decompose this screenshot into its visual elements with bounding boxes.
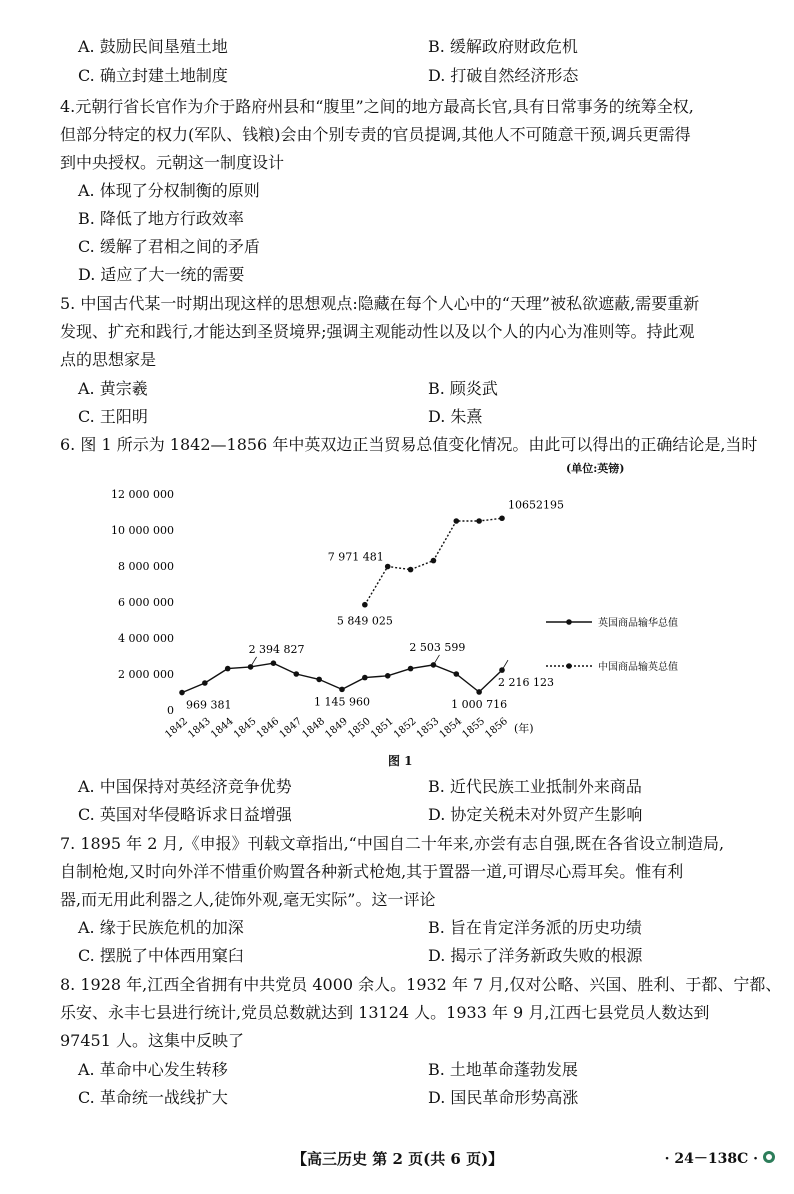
x-tick-label: 1846 xyxy=(254,715,282,741)
q8-stem-line-2: 乐安、永丰七县进行统计,党员总数就达到 13124 人。1933 年 9 月,江西七县党员人数达到 xyxy=(60,1003,710,1022)
x-tick-label: 1852 xyxy=(391,715,419,741)
china-data-point xyxy=(453,518,459,524)
y-tick-label: 12 000 000 xyxy=(111,488,174,501)
legend-uk-label: 英国商品输华总值 xyxy=(598,618,678,629)
x-tick-label: 1853 xyxy=(414,715,442,741)
footer-page-info: 【高三历史 第 2 页(共 6 页)】 xyxy=(292,1150,504,1168)
uk-data-point xyxy=(476,689,482,695)
uk-data-point xyxy=(499,667,505,673)
data-label: 10652195 xyxy=(508,498,564,512)
q7-option-c: C. 摆脱了中体西用窠臼 xyxy=(78,946,244,965)
data-label: 2 216 123 xyxy=(498,676,554,690)
q3-option-c: C. 确立封建土地制度 xyxy=(78,66,228,85)
q8-option-a: A. 革命中心发生转移 xyxy=(78,1060,228,1079)
uk-data-point xyxy=(316,677,322,683)
q8-stem-line-1: 8. 1928 年,江西全省拥有中共党员 4000 余人。1932 年 7 月,仅对公略、兴国、胜利、于都、宁都、 xyxy=(60,975,782,994)
x-tick-label: 1847 xyxy=(277,715,305,741)
y-tick-label: 4 000 000 xyxy=(118,632,174,645)
data-label: 1 145 960 xyxy=(314,695,370,709)
q4-option-b: B. 降低了地方行政效率 xyxy=(78,209,244,228)
legend-uk-marker xyxy=(566,619,572,625)
q4-option-a: A. 体现了分权制衡的原则 xyxy=(78,181,260,200)
x-unit-label: (年) xyxy=(514,722,534,735)
q5-stem-line-1: 5. 中国古代某一时期出现这样的思想观点:隐藏在每个人心中的“天理”被私欲遮蔽,需要重新 xyxy=(60,294,700,313)
y-tick-label: 6 000 000 xyxy=(118,596,174,609)
x-tick-label: 1856 xyxy=(483,715,510,741)
q3-option-a: A. 鼓励民间垦殖土地 xyxy=(78,37,228,56)
data-label: 969 381 xyxy=(186,698,232,712)
china-data-point xyxy=(476,518,482,524)
china-data-point xyxy=(385,564,391,570)
figure-label: 图 1 xyxy=(388,754,413,768)
x-tick-label: 1849 xyxy=(323,715,350,741)
uk-data-point xyxy=(225,666,231,672)
q8-stem-line-3: 97451 人。这集中反映了 xyxy=(60,1031,244,1050)
q6-stem-line-1: 6. 图 1 所示为 1842—1856 年中英双边正当贸易总值变化情况。由此可以得出的正确结论是,当时 xyxy=(60,435,758,454)
q6-option-d: D. 协定关税未对外贸产生影响 xyxy=(428,805,643,824)
x-tick-label: 1855 xyxy=(460,715,488,741)
footer-exam-code: · 24－138C · xyxy=(664,1151,758,1167)
q7-stem-line-3: 器,而无用此利器之人,徒饰外观,毫无实际”。这一评论 xyxy=(60,890,436,909)
data-label: 2 503 599 xyxy=(409,640,466,654)
uk-data-point xyxy=(453,671,459,677)
y-tick-label: 0 xyxy=(167,704,174,717)
uk-data-point xyxy=(385,673,391,679)
x-tick-label: 1845 xyxy=(231,715,259,741)
q3-option-b: B. 缓解政府财政危机 xyxy=(428,37,578,56)
label-leader-line xyxy=(433,655,439,665)
q5-option-d: D. 朱熹 xyxy=(428,407,483,426)
q8-option-b: B. 土地革命蓬勃发展 xyxy=(428,1060,578,1079)
chart-unit-label: (单位:英镑) xyxy=(566,462,625,475)
x-tick-label: 1843 xyxy=(186,715,213,741)
q5-option-c: C. 王阳明 xyxy=(78,407,148,426)
q6-option-a: A. 中国保持对英经济竞争优势 xyxy=(78,777,292,796)
x-tick-label: 1851 xyxy=(369,715,396,741)
x-tick-label: 1848 xyxy=(300,715,328,741)
trade-chart xyxy=(100,470,720,770)
china-data-point xyxy=(431,558,437,564)
y-tick-label: 2 000 000 xyxy=(118,668,174,681)
q5-option-b: B. 顾炎武 xyxy=(428,379,498,398)
uk-data-point xyxy=(179,690,185,696)
x-tick-label: 1850 xyxy=(346,715,373,741)
uk-data-point xyxy=(408,666,414,672)
china-data-point xyxy=(362,602,368,608)
q7-option-b: B. 旨在肯定洋务派的历史功绩 xyxy=(428,918,642,937)
q4-stem-line-2: 但部分特定的权力(军队、钱粮)会由个别专责的官员提调,其他人不可随意干预,调兵更需得 xyxy=(60,125,691,144)
q4-stem-line-3: 到中央授权。元朝这一制度设计 xyxy=(60,153,285,172)
data-label: 2 394 827 xyxy=(248,642,305,656)
china-data-point xyxy=(408,567,414,573)
q3-option-d: D. 打破自然经济形态 xyxy=(428,66,579,85)
label-leader-line xyxy=(502,660,508,670)
q6-option-b: B. 近代民族工业抵制外来商品 xyxy=(428,777,642,796)
uk-data-point xyxy=(339,687,345,693)
y-tick-label: 10 000 000 xyxy=(111,524,174,537)
q4-option-c: C. 缓解了君相之间的矛盾 xyxy=(78,237,260,256)
q8-option-c: C. 革命统一战线扩大 xyxy=(78,1088,228,1107)
china-data-point xyxy=(499,515,505,521)
y-tick-label: 8 000 000 xyxy=(118,560,174,573)
data-label: 7 971 481 xyxy=(327,550,384,564)
x-tick-label: 1844 xyxy=(209,715,236,741)
uk-data-point xyxy=(362,675,368,681)
x-tick-label: 1842 xyxy=(163,715,190,741)
uk-data-point xyxy=(293,671,299,677)
uk-data-point xyxy=(202,680,208,686)
legend-china-label: 中国商品输英总值 xyxy=(598,662,678,673)
data-label: 1 000 716 xyxy=(451,697,508,711)
q4-option-d: D. 适应了大一统的需要 xyxy=(78,265,245,284)
q7-stem-line-1: 7. 1895 年 2 月,《申报》刊载文章指出,“中国自二十年来,亦尝有志自强,既在各省设立制造局, xyxy=(60,834,725,853)
watermark-logo-icon xyxy=(762,1150,776,1164)
q8-option-d: D. 国民革命形势高涨 xyxy=(428,1088,579,1107)
trade-line-chart xyxy=(100,470,720,770)
uk-data-point xyxy=(271,660,277,666)
q7-stem-line-2: 自制枪炮,又时向外洋不惜重价购置各种新式枪炮,其于置器一道,可谓尽心焉耳矣。惟有利 xyxy=(60,862,684,881)
q5-stem-line-2: 发现、扩充和践行,才能达到圣贤境界;强调主观能动性以及以个人的内心为准则等。持此观 xyxy=(60,322,695,341)
q5-stem-line-3: 点的思想家是 xyxy=(60,350,157,369)
q5-option-a: A. 黄宗羲 xyxy=(78,379,148,398)
legend-china-marker xyxy=(566,663,572,669)
q6-option-c: C. 英国对华侵略诉求日益增强 xyxy=(78,805,292,824)
x-tick-label: 1854 xyxy=(437,715,465,741)
q7-option-a: A. 缘于民族危机的加深 xyxy=(78,918,244,937)
q7-option-d: D. 揭示了洋务新政失败的根源 xyxy=(428,946,643,965)
data-label: 5 849 025 xyxy=(336,614,393,628)
uk-data-point xyxy=(248,664,254,670)
q4-stem-line-1: 4.元朝行省长官作为介于路府州县和“腹里”之间的地方最高长官,具有日常事务的统筹全权, xyxy=(60,97,694,116)
